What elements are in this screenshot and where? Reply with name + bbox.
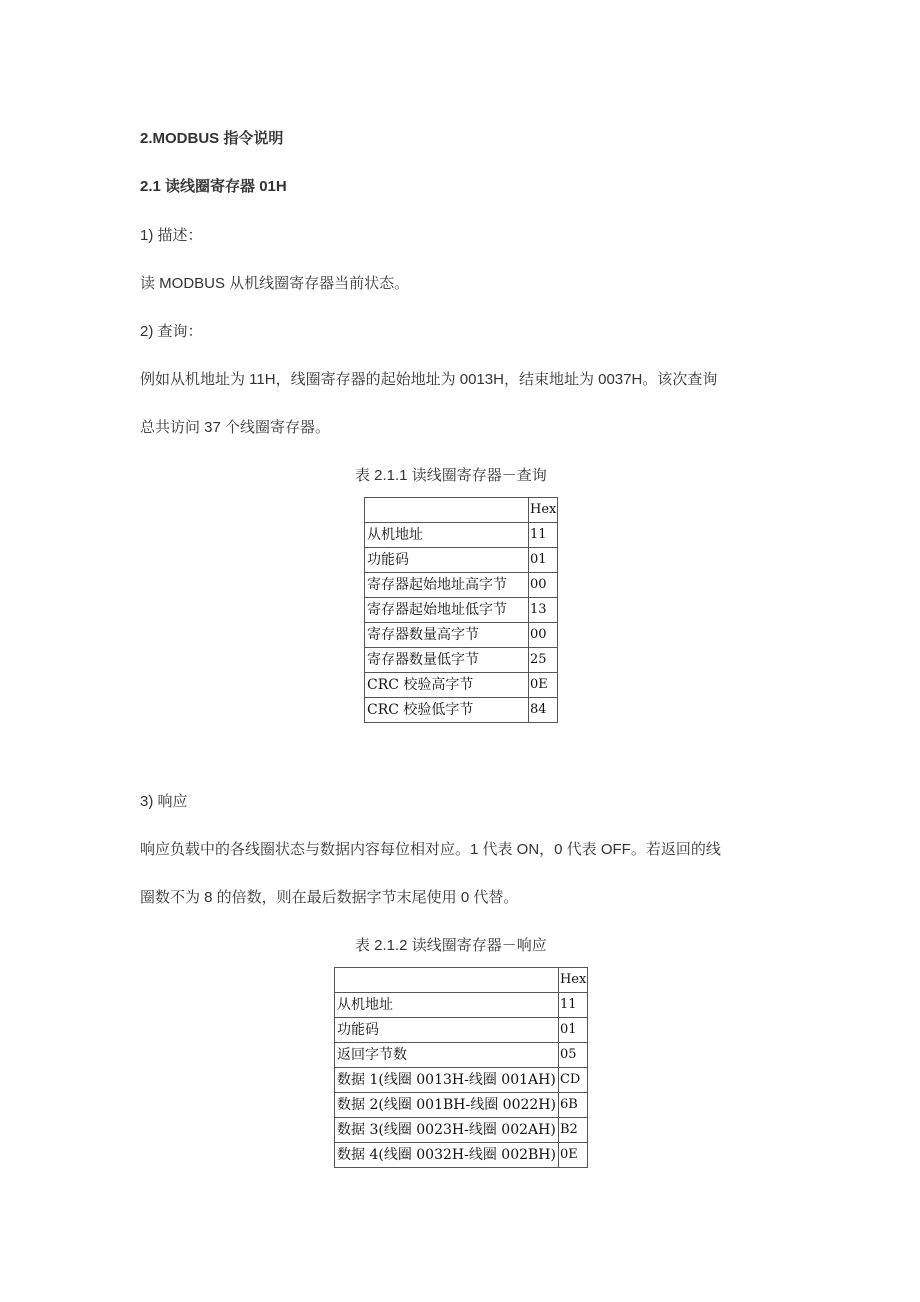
row-value: 11 bbox=[558, 993, 587, 1018]
row-value: 00 bbox=[529, 573, 558, 598]
header-cell: Hex bbox=[558, 968, 587, 993]
response-table bbox=[334, 967, 588, 1168]
table-header-row bbox=[335, 968, 588, 993]
section-title: 2.MODBUS 指令说明 bbox=[140, 130, 284, 147]
row-label: 数据 3(线圈 0023H-线圈 002AH) bbox=[335, 1118, 559, 1143]
item2-label: 2) 查询： bbox=[140, 323, 203, 340]
table-row bbox=[365, 623, 558, 648]
table-row bbox=[365, 523, 558, 548]
subsection-title: 2.1 读线圈寄存器 01H bbox=[140, 178, 287, 195]
row-value: 11 bbox=[529, 523, 558, 548]
row-label: 数据 2(线圈 001BH-线圈 0022H) bbox=[335, 1093, 559, 1118]
table-row bbox=[335, 1018, 588, 1043]
row-label: CRC 校验低字节 bbox=[365, 698, 529, 723]
row-value: B2 bbox=[558, 1118, 587, 1143]
row-value: 6B bbox=[558, 1093, 587, 1118]
row-label: 从机地址 bbox=[365, 523, 529, 548]
header-cell: Hex bbox=[529, 498, 558, 523]
row-value: 25 bbox=[529, 648, 558, 673]
row-label: 从机地址 bbox=[335, 993, 559, 1018]
table-row bbox=[335, 1043, 588, 1068]
row-label: 数据 1(线圈 0013H-线圈 001AH) bbox=[335, 1068, 559, 1093]
row-value: 05 bbox=[558, 1043, 587, 1068]
table-row bbox=[335, 1068, 588, 1093]
table-row bbox=[365, 573, 558, 598]
table1-caption: 表 2.1.1 读线圈寄存器－查询 bbox=[355, 467, 547, 484]
header-empty-cell bbox=[335, 968, 559, 993]
table-header-row bbox=[365, 498, 558, 523]
table-row bbox=[335, 1118, 588, 1143]
table-row bbox=[365, 598, 558, 623]
row-label: 寄存器数量低字节 bbox=[365, 648, 529, 673]
row-value: 01 bbox=[558, 1018, 587, 1043]
table2-caption: 表 2.1.2 读线圈寄存器－响应 bbox=[355, 937, 547, 954]
item3-text-line1: 响应负载中的各线圈状态与数据内容每位相对应。1 代表 ON，0 代表 OFF。若返回的线 bbox=[140, 841, 721, 858]
table-row bbox=[335, 1093, 588, 1118]
row-label: 功能码 bbox=[335, 1018, 559, 1043]
table-row bbox=[365, 673, 558, 698]
table-row bbox=[335, 1143, 588, 1168]
item2-text-line2: 总共访问 37 个线圈寄存器。 bbox=[140, 419, 331, 436]
row-value: 13 bbox=[529, 598, 558, 623]
table-row bbox=[335, 993, 588, 1018]
table-row bbox=[365, 698, 558, 723]
row-label: 寄存器起始地址高字节 bbox=[365, 573, 529, 598]
item1-label: 1) 描述： bbox=[140, 227, 203, 244]
header-empty-cell bbox=[365, 498, 529, 523]
row-value: 0E bbox=[558, 1143, 587, 1168]
item3-label: 3) 响应 bbox=[140, 793, 188, 810]
row-label: 寄存器起始地址低字节 bbox=[365, 598, 529, 623]
row-value: CD bbox=[558, 1068, 587, 1093]
row-value: 01 bbox=[529, 548, 558, 573]
row-label: 返回字节数 bbox=[335, 1043, 559, 1068]
row-value: 0E bbox=[529, 673, 558, 698]
row-value: 84 bbox=[529, 698, 558, 723]
item3-text-line2: 圈数不为 8 的倍数，则在最后数据字节末尾使用 0 代替。 bbox=[140, 889, 519, 906]
row-label: 数据 4(线圈 0032H-线圈 002BH) bbox=[335, 1143, 559, 1168]
item2-text-line1: 例如从机地址为 11H，线圈寄存器的起始地址为 0013H，结束地址为 0037H。该次查询 bbox=[140, 371, 718, 388]
table-row bbox=[365, 648, 558, 673]
query-table bbox=[364, 497, 558, 723]
row-label: CRC 校验高字节 bbox=[365, 673, 529, 698]
table-row bbox=[365, 548, 558, 573]
row-label: 寄存器数量高字节 bbox=[365, 623, 529, 648]
item1-text: 读 MODBUS 从机线圈寄存器当前状态。 bbox=[140, 275, 410, 292]
row-label: 功能码 bbox=[365, 548, 529, 573]
row-value: 00 bbox=[529, 623, 558, 648]
